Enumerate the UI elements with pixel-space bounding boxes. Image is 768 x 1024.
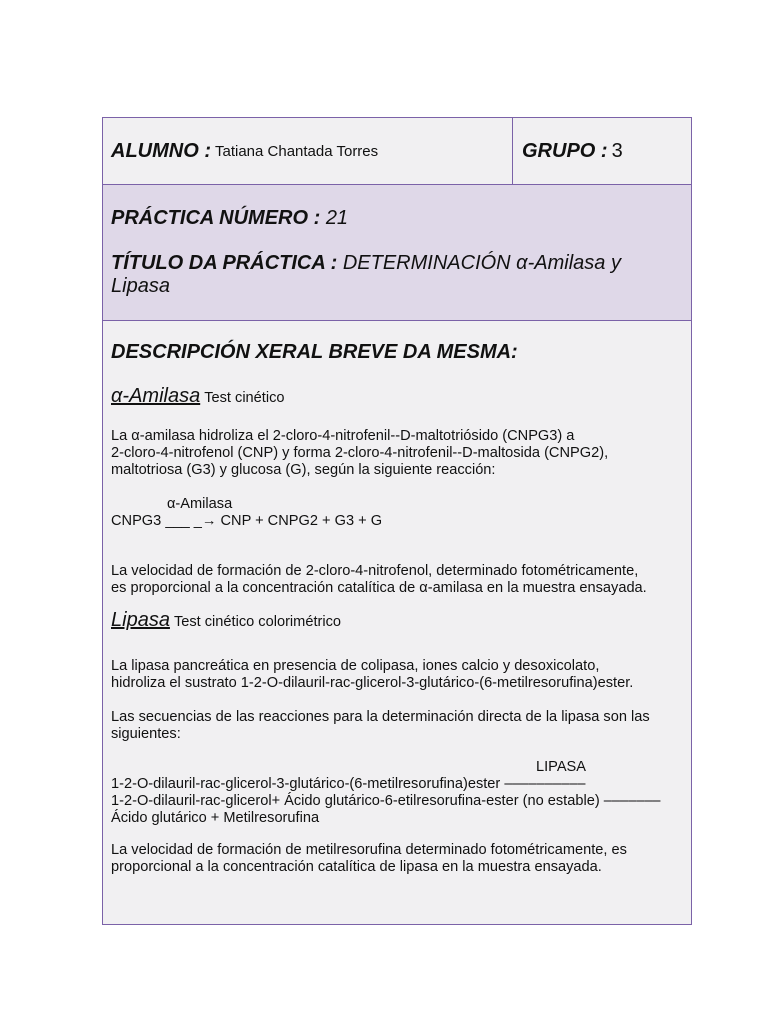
practice-number-line [111, 207, 348, 230]
lipasa-sequence-line-1: Las secuencias de las reacciones para la determinación directa de la lipasa son las [111, 709, 650, 725]
practice-title-value: DETERMINACIÓN α-Amilasa y Lipasa [111, 252, 621, 297]
practice-sheet [102, 117, 692, 925]
amilasa-velocity-line-2: es proporcional a la concentración catalítica de α-amilasa en la muestra ensayada. [111, 580, 647, 596]
student-cell [103, 118, 513, 184]
group-label: GRUPO : [522, 139, 608, 162]
lipasa-reaction-line-1: 1-2-O-dilauril-rac-glicerol-3-glutárico-(6-metilresorufina)ester –––––––––– [111, 776, 586, 792]
description-heading: DESCRIPCIÓN XERAL BREVE DA MESMA: [111, 341, 518, 363]
lipasa-test-type: Test cinético colorimétrico [173, 614, 342, 630]
amilasa-velocity-line-1: La velocidad de formación de 2-cloro-4-nitrofenol, determinado fotométricamente, [111, 563, 639, 579]
amilasa-heading [111, 385, 285, 407]
lipasa-reaction-enzyme: LIPASA [536, 759, 587, 775]
lipasa-sequence-line-2: siguientes: [111, 726, 181, 742]
lipasa-reaction-line-2: 1-2-O-dilauril-rac-glicerol+ Ácido glutárico-6-etilresorufina-ester (no estable) ––––––– [111, 793, 661, 809]
header-row [103, 118, 691, 185]
lipasa-intro-line-2: hidroliza el sustrato 1-2-O-dilauril-rac-glicerol-3-glutárico-(6-metilresorufina)ester. [111, 675, 634, 691]
amilasa-reaction: CNPG3 ___ _→ CNP + CNPG2 + G3 + G [111, 513, 383, 529]
practice-title-line [111, 252, 671, 298]
amilasa-reaction-enzyme: α-Amilasa [167, 496, 233, 512]
amilasa-test-type: Test cinético [204, 390, 285, 406]
lipasa-velocity-line-2: proporcional a la concentración catalítica de lipasa en la muestra ensayada. [111, 859, 602, 875]
lipasa-intro-line-1: La lipasa pancreática en presencia de colipasa, iones calcio y desoxicolato, [111, 658, 600, 674]
amilasa-intro-line-3: maltotriosa (G3) y glucosa (G), según la siguiente reacción: [111, 462, 496, 478]
lipasa-heading [111, 609, 342, 631]
lipasa-reaction-line-3: Ácido glutárico + Metilresorufina [111, 810, 320, 826]
group-value: 3 [611, 139, 623, 162]
student-label: ALUMNO : [111, 139, 211, 162]
practice-number-label: PRÁCTICA NÚMERO : [111, 207, 321, 229]
group-cell [513, 118, 691, 184]
amilasa-intro-line-2: 2-cloro-4-nitrofenol (CNP) y forma 2-cloro-4-nitrofenil--D-maltosida (CNPG2), [111, 445, 609, 461]
practice-number-value: 21 [325, 207, 349, 229]
lipasa-velocity-line-1: La velocidad de formación de metilresorufina determinado fotométricamente, es [111, 842, 627, 858]
practice-title-label: TÍTULO DA PRÁCTICA : [111, 252, 338, 274]
amilasa-name: α-Amilasa [111, 385, 201, 407]
practice-info-row [103, 185, 691, 321]
amilasa-intro-line-1: La α-amilasa hidroliza el 2-cloro-4-nitrofenil--D-maltotriósido (CNPG3) a [111, 428, 575, 444]
lipasa-name: Lipasa [111, 609, 170, 631]
student-name: Tatiana Chantada Torres [214, 142, 379, 160]
